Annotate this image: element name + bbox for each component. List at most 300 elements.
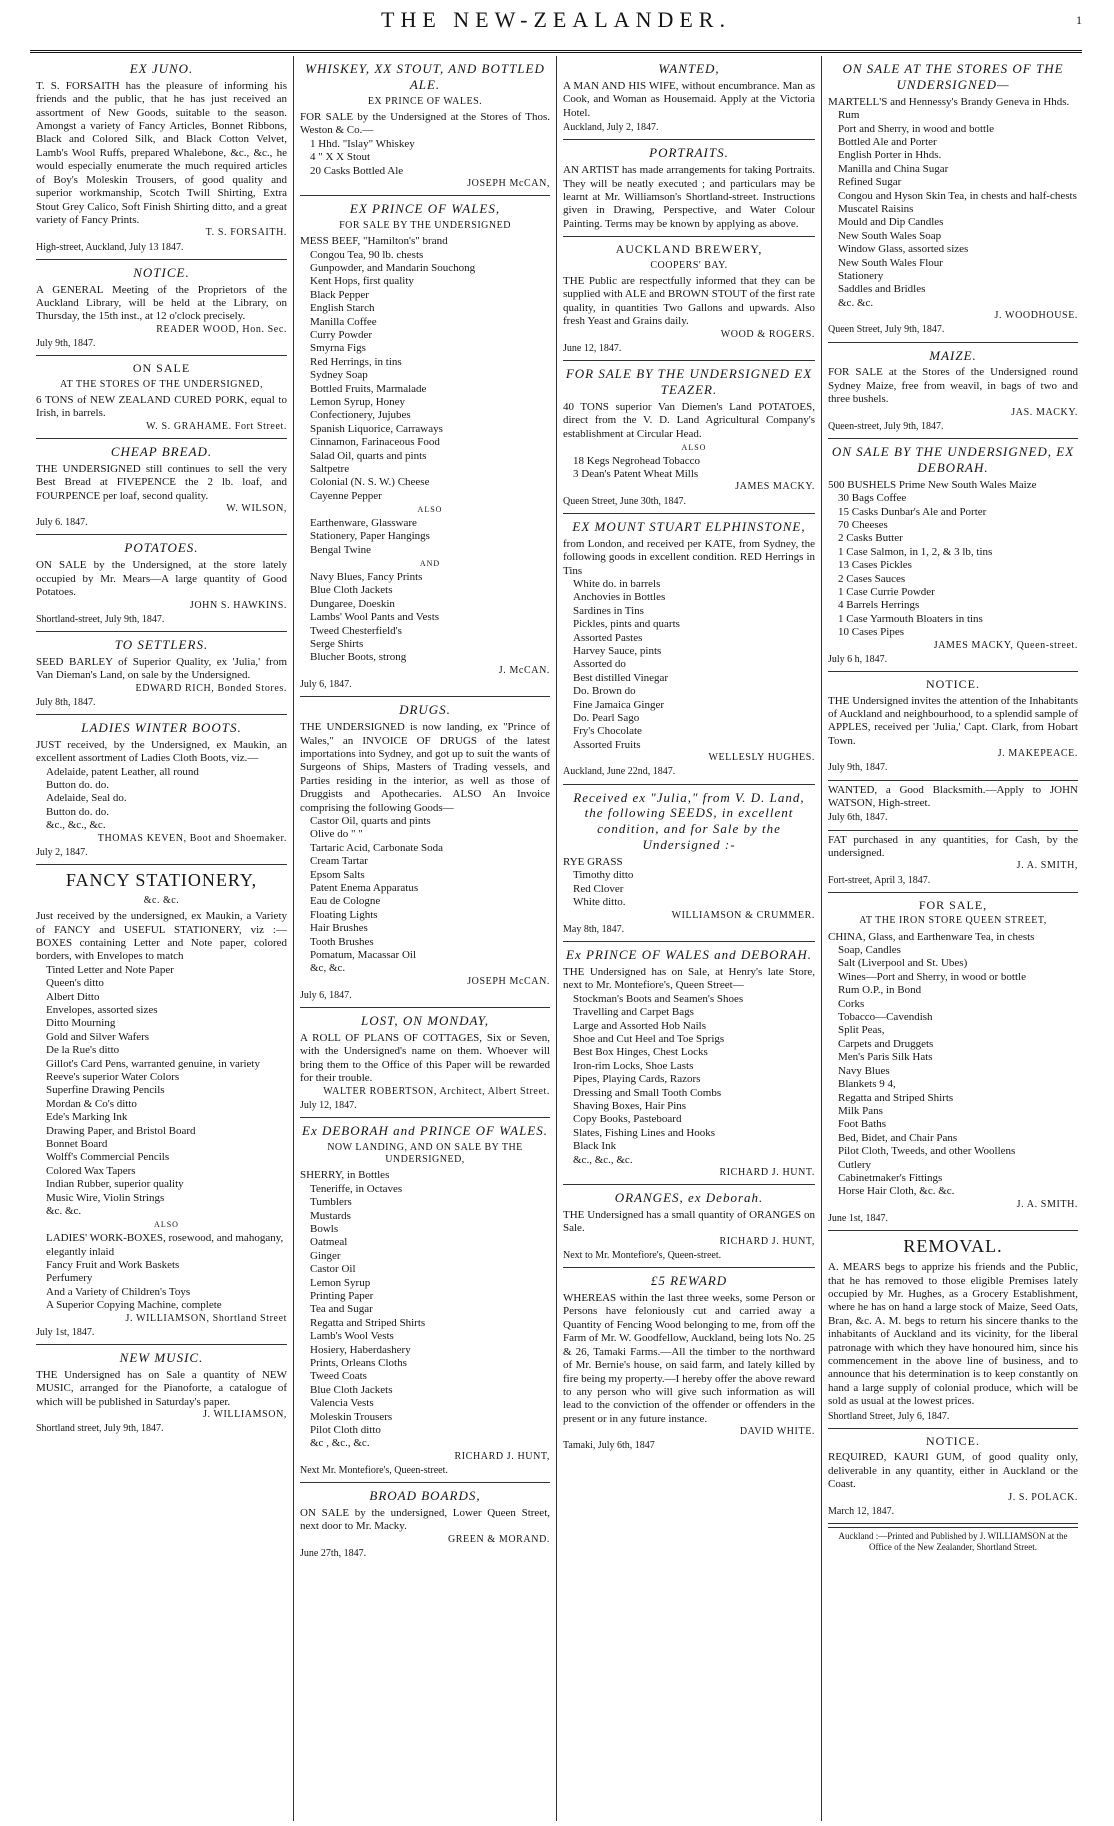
- ad-date: July 6, 1847.: [300, 679, 352, 691]
- ad-item: Valencia Vests: [310, 1397, 374, 1410]
- ad-item: Bowls: [310, 1222, 339, 1235]
- ad-item: ALSO: [681, 442, 707, 452]
- ad-text: MESS BEEF, "Hamilton's" brand: [300, 235, 448, 248]
- ad-text: A ROLL OF PLANS OF COTTAGES, Six or Seven, with the Undersigned's name on them. Whoever will bring them to the Office of this Paper will be rewarded for their trouble.: [300, 1032, 550, 1085]
- ad-item: Button do. do.: [46, 805, 109, 818]
- page-number: 1: [1076, 13, 1082, 27]
- advertisement: [300, 1483, 550, 1565]
- advertisement: [828, 439, 1078, 672]
- ad-item: Iron-rim Locks, Shoe Lasts: [573, 1059, 694, 1072]
- ad-item: Stationery, Paper Hangings: [310, 530, 430, 543]
- ad-signature: JOSEPH McCAN,: [467, 177, 550, 189]
- ad-signature: J. MAKEPEACE.: [997, 748, 1078, 760]
- advertisement: [36, 535, 287, 631]
- ad-item: Tinted Letter and Note Paper: [46, 963, 174, 976]
- ad-item: 1 Case Salmon, in 1, 2, & 3 lb, tins: [838, 545, 993, 558]
- ad-heading: £5 REWARD: [650, 1273, 728, 1289]
- ad-item: Black Ink: [573, 1140, 617, 1153]
- ad-text: THE UNDERSIGNED still continues to sell the very Best Bread at FIVEPENCE the 2 lb. loaf, and FOURPENCE per loaf, second quality.: [36, 462, 287, 502]
- ad-date: July 6. 1847.: [36, 517, 88, 529]
- ad-text: 500 BUSHELS Prime New South Wales Maize: [828, 478, 1037, 491]
- ad-item: Spanish Liquorice, Carraways: [310, 422, 443, 435]
- ad-date: Shortland street, July 9th, 1847.: [36, 1423, 164, 1435]
- ad-item-list: [563, 578, 815, 752]
- column-2: [293, 56, 556, 1821]
- ad-item: Kent Hops, first quality: [310, 275, 414, 288]
- ad-heading: EX PRINCE OF WALES,: [349, 201, 501, 217]
- ad-item: Button do. do.: [46, 779, 109, 791]
- ad-item-list: [828, 492, 1078, 639]
- ad-item: Mordan & Co's ditto: [46, 1097, 137, 1110]
- ad-item: Travelling and Carpet Bags: [573, 1006, 694, 1019]
- ad-item: Bed, Bidet, and Chair Pans: [838, 1131, 958, 1144]
- ad-item: 13 Cases Pickles: [838, 559, 912, 572]
- ad-item: Soap, Candles: [838, 944, 901, 957]
- ad-item: Navy Blues, Fancy Prints: [310, 571, 423, 584]
- ad-text: RYE GRASS: [563, 856, 623, 869]
- ad-item: Men's Paris Silk Hats: [838, 1051, 933, 1064]
- ad-subheading: AT THE IRON STORE QUEEN STREET,: [859, 915, 1047, 927]
- ad-item: Serge Shirts: [310, 638, 364, 651]
- ad-item: And a Variety of Children's Toys: [46, 1285, 191, 1298]
- ad-signature: J. A. SMITH,: [1016, 860, 1078, 872]
- ad-heading: CHEAP BREAD.: [110, 443, 213, 459]
- ad-item: Bengal Twine: [310, 543, 372, 556]
- ad-text: from London, and received per KATE, from Sydney, the following goods in excellent condition. RED Herrings in Tins: [563, 537, 815, 577]
- ad-item: Cayenne Pepper: [310, 489, 382, 502]
- ad-date: Fort-street, April 3, 1847.: [828, 874, 931, 886]
- column-1: [30, 56, 293, 1821]
- ad-item-list: [828, 944, 1078, 1199]
- ad-item: Split Peas,: [838, 1024, 885, 1037]
- ad-item: Ede's Marking Ink: [46, 1111, 128, 1124]
- ad-item: Tobacco—Cavendish: [838, 1011, 933, 1024]
- ad-date: June 1st, 1847.: [828, 1212, 888, 1224]
- ad-item: Colonial (N. S. W.) Cheese: [310, 476, 430, 489]
- ad-signature: J. McCAN.: [498, 664, 550, 676]
- column-3: [556, 56, 821, 1821]
- ad-heading: DRUGS.: [399, 702, 451, 718]
- ad-item: &c. &c.: [46, 1205, 82, 1218]
- ad-item: Blue Cloth Jackets: [310, 584, 393, 597]
- ad-text: CHINA, Glass, and Earthenware Tea, in chests: [828, 930, 1035, 943]
- ad-text: FOR SALE at the Stores of the Undersigned round Sydney Maize, free from weavil, in bags of two and three bushels.: [828, 366, 1078, 406]
- ad-item: De la Rue's ditto: [46, 1044, 120, 1057]
- ad-item: Sydney Soap: [310, 369, 368, 382]
- ad-heading: ON SALE AT THE STORES OF THE UNDERSIGNED—: [842, 61, 1064, 92]
- ad-date: Auckland, July 2, 1847.: [563, 122, 659, 134]
- ad-item: Albert Ditto: [46, 990, 100, 1003]
- ad-heading: NOTICE.: [133, 264, 190, 280]
- ad-text: AN ARTIST has made arrangements for taking Portraits. They will be neatly executed ; and particulars may be learnt at Mr. Williamson's Shortland-street. Instructions given in Drawing, Perspective, and Water Colour Painting. Terms may be known by applying as above.: [563, 164, 815, 230]
- ad-item: Salad Oil, quarts and pints: [310, 449, 427, 462]
- ad-text: 6 TONS of NEW ZEALAND CURED PORK, equal to Irish, in barrels.: [36, 393, 287, 420]
- ad-item: Best Box Hinges, Chest Locks: [573, 1046, 708, 1059]
- ad-heading: ORANGES, ex Deborah.: [614, 1190, 764, 1206]
- ad-heading: FOR SALE BY THE UNDERSIGNED EX TEAZER.: [565, 365, 813, 397]
- ad-date: July 12, 1847.: [300, 1099, 357, 1111]
- ad-item: Ditto Mourning: [46, 1017, 116, 1030]
- ad-item: Fancy Fruit and Work Baskets: [46, 1259, 180, 1272]
- ad-heading: EX MOUNT STUART ELPHINSTONE,: [572, 518, 806, 534]
- ad-item: Tweed Coats: [310, 1370, 367, 1383]
- ad-signature: J. WILLIAMSON, Shortland Street: [125, 1312, 287, 1324]
- ad-date: Next to Mr. Montefiore's, Queen-street.: [563, 1250, 722, 1262]
- ad-item: Curry Powder: [310, 329, 373, 342]
- ad-item: Gunpowder, and Mandarin Souchong: [310, 261, 476, 274]
- ad-item: Blue Cloth Jackets: [310, 1383, 393, 1396]
- ad-signature: THOMAS KEVEN, Boot and Shoemaker.: [97, 832, 287, 844]
- ad-item: Envelopes, assorted sizes: [46, 1003, 158, 1016]
- ad-item: Ginger: [310, 1249, 341, 1262]
- ad-item: Port and Sherry, in wood and bottle: [838, 122, 995, 135]
- ad-item: 20 Casks Bottled Ale: [310, 164, 404, 177]
- ad-item: 1 Case Yarmouth Bloaters in tins: [838, 612, 983, 625]
- ad-item: White ditto.: [573, 896, 626, 909]
- ad-heading: LOST, ON MONDAY,: [361, 1013, 489, 1029]
- ad-signature: RICHARD J. HUNT,: [719, 1235, 815, 1247]
- ad-text: REQUIRED, KAURI GUM, of good quality only, deliverable in any quantity, either in Auckland or the Coast.: [828, 1451, 1078, 1491]
- ad-item: 15 Casks Dunbar's Ale and Porter: [838, 505, 987, 518]
- ad-heading: WANTED,: [658, 61, 720, 76]
- ad-item: Do. Brown do: [573, 685, 636, 698]
- ad-heading: Ex DEBORAH and PRINCE OF WALES.: [302, 1123, 548, 1139]
- ad-signature: J. S. POLACK.: [1008, 1491, 1078, 1503]
- ad-item: Printing Paper: [310, 1289, 374, 1302]
- ad-item: &c., &c., &c.: [573, 1153, 633, 1166]
- ad-signature: J. WOODHOUSE.: [994, 310, 1078, 322]
- ad-text: A GENERAL Meeting of the Proprietors of the Auckland Library, will be held at the Library, on Thursday, the 15th inst., at 12 o'clock precisely.: [36, 283, 287, 323]
- ad-item: Lemon Syrup, Honey: [310, 396, 406, 409]
- ad-signature: RICHARD J. HUNT,: [454, 1450, 550, 1462]
- ad-signature: T. S. FORSAITH.: [205, 227, 287, 239]
- ad-heading: AUCKLAND BREWERY,: [615, 242, 763, 257]
- ad-heading: REMOVAL.: [903, 1236, 1003, 1257]
- ad-date: May 8th, 1847.: [563, 923, 625, 935]
- ad-signature: WALTER ROBERTSON, Architect, Albert Street.: [323, 1085, 550, 1097]
- ad-item: Patent Enema Apparatus: [310, 881, 419, 894]
- ad-item: Music Wire, Violin Strings: [46, 1191, 165, 1204]
- ad-subheading: &c. &c.: [143, 894, 180, 906]
- ad-item: Cutlery: [838, 1158, 871, 1171]
- ad-item: Perfumery: [46, 1272, 93, 1285]
- ad-item: Prints, Orleans Cloths: [310, 1356, 407, 1369]
- ad-item: Oatmeal: [310, 1236, 348, 1249]
- ad-item-list: [300, 1183, 550, 1451]
- ad-item: Lambs' Wool Pants and Vests: [310, 611, 440, 624]
- ad-text: JUST received, by the Undersigned, ex Maukin, an excellent assortment of Ladies Cloth Boots, viz.—: [36, 738, 287, 765]
- ad-item: &c, &c.: [310, 962, 346, 975]
- masthead-title: THE NEW-ZEALANDER.: [381, 7, 731, 32]
- ad-item: Tooth Brushes: [310, 935, 374, 948]
- ad-item: &c , &c., &c.: [310, 1437, 370, 1450]
- ad-item: Milk Pans: [838, 1104, 883, 1117]
- advertisement: [300, 1008, 550, 1118]
- ad-item: Colored Wax Tapers: [46, 1164, 136, 1177]
- ad-signature: WELLESLY HUGHES.: [708, 752, 815, 764]
- ad-item: Drawing Paper, and Bristol Board: [46, 1124, 196, 1137]
- ad-item: Smyrna Figs: [310, 342, 366, 355]
- ad-item: Pipes, Playing Cards, Razors: [573, 1073, 701, 1086]
- ad-item: Shoe and Cut Heel and Toe Sprigs: [573, 1032, 725, 1045]
- advertisement: [36, 865, 287, 1345]
- ad-text: THE Undersigned has a small quantity of ORANGES on Sale.: [563, 1209, 815, 1235]
- ad-item: Gillot's Card Pens, warranted genuine, in variety: [46, 1057, 260, 1070]
- ad-item: Best distilled Vinegar: [573, 671, 669, 684]
- ad-date: July 6th, 1847.: [828, 812, 888, 824]
- ad-item: Fine Jamaica Ginger: [573, 698, 665, 711]
- advertisement: [300, 56, 550, 196]
- ad-date: Auckland, June 22nd, 1847.: [563, 766, 676, 778]
- ad-item: Shaving Boxes, Hair Pins: [573, 1099, 687, 1112]
- advertisement: [563, 1268, 815, 1457]
- ad-item: Saltpetre: [310, 463, 350, 476]
- ad-item: Regatta and Striped Shirts: [838, 1091, 954, 1104]
- advertisement: [36, 715, 287, 865]
- ad-item: Mould and Dip Candles: [838, 216, 944, 229]
- ad-item: Bonnet Board: [46, 1138, 108, 1151]
- ad-heading: NEW MUSIC.: [119, 1350, 204, 1366]
- ad-item: Superfine Drawing Pencils: [46, 1084, 165, 1097]
- column-4: [821, 56, 1084, 1821]
- ad-date: July 9th, 1847.: [828, 762, 888, 774]
- advertisement: [563, 361, 815, 514]
- ad-text: T. S. FORSAITH has the pleasure of informing his friends and the public, that he has just received an assortment of New Goods, suitable to the season. Amongst a variety of Fancy Articles, Bonnet Ribbons, Black and Colored Silk, and Black Cotton Velvet, Lamb's Wool Ruffs, prepared Whalebone, &c., &c., he would especially enumerate the much required articles of Boy's Moleskin Trousers, of good quality and superior workmanship, Scotch Twill Shirting, Extra Stout Grey Calico, Soft Finish Shirting ditto, and a great variety of Fancy Prints.: [36, 79, 287, 226]
- ad-text: A MAN AND HIS WIFE, without encumbrance. Man as Cook, and Woman as Housemaid. Apply at the Victoria Hotel.: [563, 79, 815, 119]
- ad-signature: DAVID WHITE.: [739, 1426, 815, 1438]
- ad-item: Salt (Liverpool and St. Ubes): [838, 957, 968, 970]
- ad-heading: PORTRAITS.: [649, 145, 729, 161]
- ad-signature: J. A. SMITH.: [1016, 1198, 1078, 1210]
- ad-heading: TO SETTLERS.: [114, 636, 209, 652]
- ad-subheading: NOW LANDING, AND ON SALE BY THE UNDERSIGNED,: [327, 1141, 523, 1166]
- ad-item: Bottled Fruits, Marmalade: [310, 382, 427, 395]
- ad-heading: POTATOES.: [124, 540, 199, 556]
- advertisement: [563, 140, 815, 237]
- advertisement: [563, 785, 815, 942]
- advertisement: [36, 260, 287, 356]
- ad-item: Wolff's Commercial Pencils: [46, 1151, 170, 1164]
- ad-item: Reeve's superior Water Colors: [46, 1071, 180, 1084]
- ad-date: High-street, Auckland, July 13 1847.: [36, 241, 184, 253]
- ad-item: Moleskin Trousers: [310, 1410, 393, 1423]
- advertisement: [300, 196, 550, 697]
- ad-item: 2 Casks Butter: [838, 532, 903, 545]
- ad-heading: Received ex "Julia," from V. D. Land, the following SEEDS, in excellent condition, and for Sale by the Undersigned :-: [573, 789, 805, 853]
- ad-date: Shortland-street, July 9th, 1847.: [36, 613, 165, 625]
- ad-item: 1 Case Currie Powder: [838, 586, 935, 599]
- ad-heading: FOR SALE,: [918, 897, 988, 912]
- ad-item: Window Glass, assorted sizes: [838, 243, 969, 256]
- ad-item: &c. &c.: [838, 296, 874, 309]
- ad-item: Rum: [838, 109, 860, 122]
- ad-item: Pilot Cloth ditto: [310, 1424, 381, 1436]
- ad-heading: EX JUNO.: [129, 61, 194, 76]
- advertisement: [563, 56, 815, 140]
- ad-item: Blucher Boots, strong: [310, 651, 407, 664]
- advertisement: [828, 1429, 1078, 1524]
- ad-text: ON SALE by the Undersigned, at the store lately occupied by Mr. Mears—A large quantity of Good Potatoes.: [36, 559, 287, 599]
- ad-item-list: [300, 138, 550, 178]
- ad-item: 30 Bags Coffee: [838, 492, 907, 505]
- ad-date: July 6, 1847.: [300, 990, 352, 1001]
- ad-item: Olive do " ": [310, 828, 363, 841]
- masthead: [30, 0, 1082, 53]
- ad-signature: JOSEPH McCAN.: [467, 975, 550, 987]
- ad-item: ALSO: [154, 1220, 179, 1230]
- ad-item: Blankets 9 4,: [838, 1078, 896, 1091]
- ad-date: July 2, 1847.: [36, 846, 88, 858]
- ad-text: THE Undersigned has on Sale, at Henry's late Store, next to Mr. Montefiore's, Queen Street—: [563, 965, 815, 992]
- ad-item: Confectionery, Jujubes: [310, 409, 411, 422]
- ad-item: A Superior Copying Machine, complete: [46, 1299, 222, 1312]
- ad-item: Assorted Pastes: [573, 631, 643, 644]
- ad-item: 10 Cases Pipes: [838, 626, 904, 639]
- advertisement: [828, 343, 1078, 439]
- ad-item: Indian Rubber, superior quality: [46, 1178, 184, 1191]
- advertisement: [828, 831, 1078, 893]
- ad-item: Manilla and China Sugar: [838, 162, 949, 175]
- ad-item: Corks: [838, 997, 865, 1010]
- ad-item: Dressing and Small Tooth Combs: [573, 1086, 722, 1099]
- ad-item: Tweed Chesterfield's: [310, 624, 402, 637]
- ad-text: THE Undersigned invites the attention of the Inhabitants of Auckland and neighbourhood, to a splendid sample of APPLES, received per 'Julia,' Capt. Clark, from Hobart Town.: [828, 694, 1078, 747]
- ad-item: Cabinetmaker's Fittings: [838, 1171, 943, 1184]
- ad-item: 1 Hhd. "Islay" Whiskey: [310, 137, 415, 150]
- ad-item: Hair Brushes: [310, 922, 368, 935]
- ad-item: Teneriffe, in Octaves: [310, 1182, 403, 1195]
- ad-item: Horse Hair Cloth, &c. &c.: [838, 1185, 955, 1198]
- ad-item: 4 Barrels Herrings: [838, 599, 920, 612]
- ad-item: Assorted Fruits: [573, 738, 641, 751]
- ad-item: Carpets and Druggets: [838, 1037, 934, 1050]
- ad-item: Bottled Ale and Porter: [838, 135, 937, 148]
- ad-item: Pilot Cloth, Tweeds, and other Woollens: [838, 1145, 1016, 1158]
- advertisement: [36, 356, 287, 439]
- ad-item: Black Pepper: [310, 288, 369, 301]
- ad-text: FOR SALE by the Undersigned at the Stores of Thos. Weston & Co.—: [300, 110, 550, 137]
- ad-text: THE Public are respectfully informed that they can be supplied with ALE and BROWN STOUT of the first rate quality, in quantities Two Gallons and upwards. Also fresh Yeast and Grains daily.: [563, 274, 815, 328]
- ad-item-list: [563, 443, 815, 482]
- ad-item: Pickles, pints and quarts: [573, 618, 680, 631]
- ad-item: Cinnamon, Farinaceous Food: [310, 436, 440, 449]
- ad-item: Castor Oil: [310, 1263, 356, 1276]
- advertisement: [828, 1231, 1078, 1429]
- ad-item: Floating Lights: [310, 908, 378, 921]
- ad-date: June 12, 1847.: [563, 342, 622, 354]
- ad-item: Large and Assorted Hob Nails: [573, 1019, 706, 1032]
- ad-item: New South Wales Flour: [838, 256, 943, 269]
- ad-item: Red Herrings, in tins: [310, 355, 402, 368]
- printer-imprint: Auckland :—Printed and Published by J. WILLIAMSON at the Office of the New Zealander, Shortland Street.: [828, 1527, 1078, 1553]
- ad-signature: JOHN S. HAWKINS.: [189, 599, 287, 611]
- ad-item: Dungaree, Doeskin: [310, 597, 395, 610]
- ad-signature: JAMES MACKY, Queen-street.: [933, 639, 1078, 651]
- ad-heading: NOTICE.: [926, 1433, 980, 1448]
- ad-text: SHERRY, in Bottles: [300, 1169, 390, 1182]
- ad-item: Stationery: [838, 270, 884, 282]
- ad-item: Pomatum, Macassar Oil: [310, 949, 417, 961]
- ad-heading: NOTICE.: [926, 677, 980, 692]
- ad-item: Copy Books, Pasteboard: [573, 1113, 682, 1126]
- ad-item: Fry's Chocolate: [573, 725, 642, 738]
- ad-heading: FANCY STATIONERY,: [65, 870, 258, 890]
- ad-signature: WOOD & ROGERS.: [720, 328, 815, 340]
- ad-item: Foot Baths: [838, 1118, 886, 1131]
- ad-item: Castor Oil, quarts and pints: [310, 814, 431, 827]
- ad-signature: JAMES MACKY.: [735, 481, 815, 493]
- ad-item: Queen's ditto: [46, 977, 104, 990]
- ad-item: Slates, Fishing Lines and Hooks: [573, 1126, 716, 1139]
- ad-text: THE Undersigned has on Sale a quantity of NEW MUSIC, arranged for the Pianoforte, a catalogue of which will be published in Saturday's paper.: [36, 1368, 287, 1408]
- ad-item: Mustards: [310, 1209, 351, 1222]
- ad-item: Do. Pearl Sago: [573, 711, 640, 724]
- ad-item: Stockman's Boots and Seamen's Shoes: [573, 992, 744, 1005]
- ad-item: Tartaric Acid, Carbonate Soda: [310, 841, 444, 854]
- ad-subheading: AT THE STORES OF THE UNDERSIGNED,: [60, 378, 263, 390]
- ad-item-list: [300, 815, 550, 976]
- ad-subheading: FOR SALE BY THE UNDERSIGNED: [339, 219, 511, 231]
- ad-item: Congou Tea, 90 lb. chests: [310, 248, 424, 261]
- ad-text: WANTED, a Good Blacksmith.—Apply to JOHN WATSON, High-street.: [828, 783, 1078, 810]
- advertisement: [36, 632, 287, 715]
- ad-heading: WHISKEY, XX STOUT, AND BOTTLED ALE.: [305, 61, 545, 92]
- ad-item-list: [300, 249, 550, 665]
- ad-item: Manilla Coffee: [310, 315, 377, 328]
- ad-date: Queen Street, July 9th, 1847.: [828, 324, 945, 336]
- ad-date: June 27th, 1847.: [300, 1548, 367, 1560]
- ad-text: MARTELL'S and Hennessy's Brandy Geneva in Hhds.: [828, 95, 1070, 108]
- ad-date: Next Mr. Montefiore's, Queen-street.: [300, 1465, 448, 1476]
- ad-item: Adelaide, Seal do.: [46, 792, 127, 805]
- ad-date: July 9th, 1847.: [36, 337, 96, 349]
- advertisement: [36, 439, 287, 535]
- ad-text: 40 TONS superior Van Diemen's Land POTATOES, direct from the V. D. Land Agricultural Company's establishment at Circular Head.: [563, 400, 815, 440]
- ad-item-list: [563, 869, 815, 909]
- ad-text: A. MEARS begs to apprize his friends and the Public, that he has removed to those eligible Premises lately occupied by Mr. Hughes, as a Grocery Establishment, where he has on hand a large stock of Maize, Seed Oats, Bran, &c. A. M. begs to return his sincere thanks to the inhabitants of Auckland and its vicinity, for the liberal patronage with which they have honoured him, since his commencement in the above line of business, and to announce that his determination is to keep constantly on hand a large supply of colonial produce, which will be sold as usual at the lowest prices.: [828, 1261, 1078, 1408]
- ad-heading: BROAD BOARDS,: [369, 1488, 481, 1504]
- ad-item: Navy Blues: [838, 1064, 890, 1077]
- ad-signature: W. S. GRAHAME. Fort Street.: [146, 420, 287, 432]
- ad-date: Shortland Street, July 6, 1847.: [828, 1410, 950, 1422]
- advertisement: [300, 1118, 550, 1483]
- ad-signature: JAS. MACKY.: [1011, 406, 1078, 418]
- ad-item: Harvey Sauce, pints: [573, 644, 662, 657]
- ad-subheading: COOPERS' BAY.: [650, 259, 728, 271]
- ad-subheading: EX PRINCE OF WALES.: [367, 95, 483, 107]
- ad-item: Rum O.P., in Bond: [838, 984, 922, 997]
- ad-item-list: [828, 109, 1078, 310]
- ad-signature: WILLIAMSON & CRUMMER.: [671, 909, 815, 921]
- ad-item: AND: [419, 559, 441, 569]
- ad-signature: J. WILLIAMSON,: [202, 1409, 287, 1421]
- ad-item: English Porter in Hhds.: [838, 149, 942, 162]
- ad-item: Gold and Silver Wafers: [46, 1030, 150, 1043]
- ad-date: Tamaki, July 6th, 1847: [563, 1440, 655, 1452]
- ad-item: 3 Dean's Patent Wheat Mills: [573, 468, 699, 481]
- ad-item: 2 Cases Sauces: [838, 572, 906, 585]
- advertisement: [563, 514, 815, 785]
- ad-text: WHEREAS within the last three weeks, some Person or Persons have feloniously cut and carried away a Quantity of Fencing Wood belonging to me, from off the Farm of Mr. W. Goodfellow, Auckland, being lots No. 25 & 26, Tamaki Farms.—All the timber to the northward of Mr. Bernie's house, on said farm, and lately killed by fire being my property.—I hereby offer the above reward to any person who will give such information as will lead to the conviction of the offender or offenders in the present or in any future instance.: [563, 1292, 815, 1425]
- ad-item: Regatta and Striped Shirts: [310, 1316, 426, 1329]
- ad-item: Tea and Sugar: [310, 1303, 373, 1316]
- ad-item: Tumblers: [310, 1196, 352, 1209]
- ad-item: ALSO: [417, 505, 443, 515]
- ad-item: Cream Tartar: [310, 855, 368, 868]
- ad-item: Epsom Salts: [310, 868, 365, 881]
- advertisement: [828, 56, 1078, 343]
- ad-text: Just received by the undersigned, ex Maukin, a Variety of FANCY and USEFUL STATIONERY, viz :— BOXES containing Letter and Note paper, colored borders, with Envelopes to match: [36, 910, 287, 963]
